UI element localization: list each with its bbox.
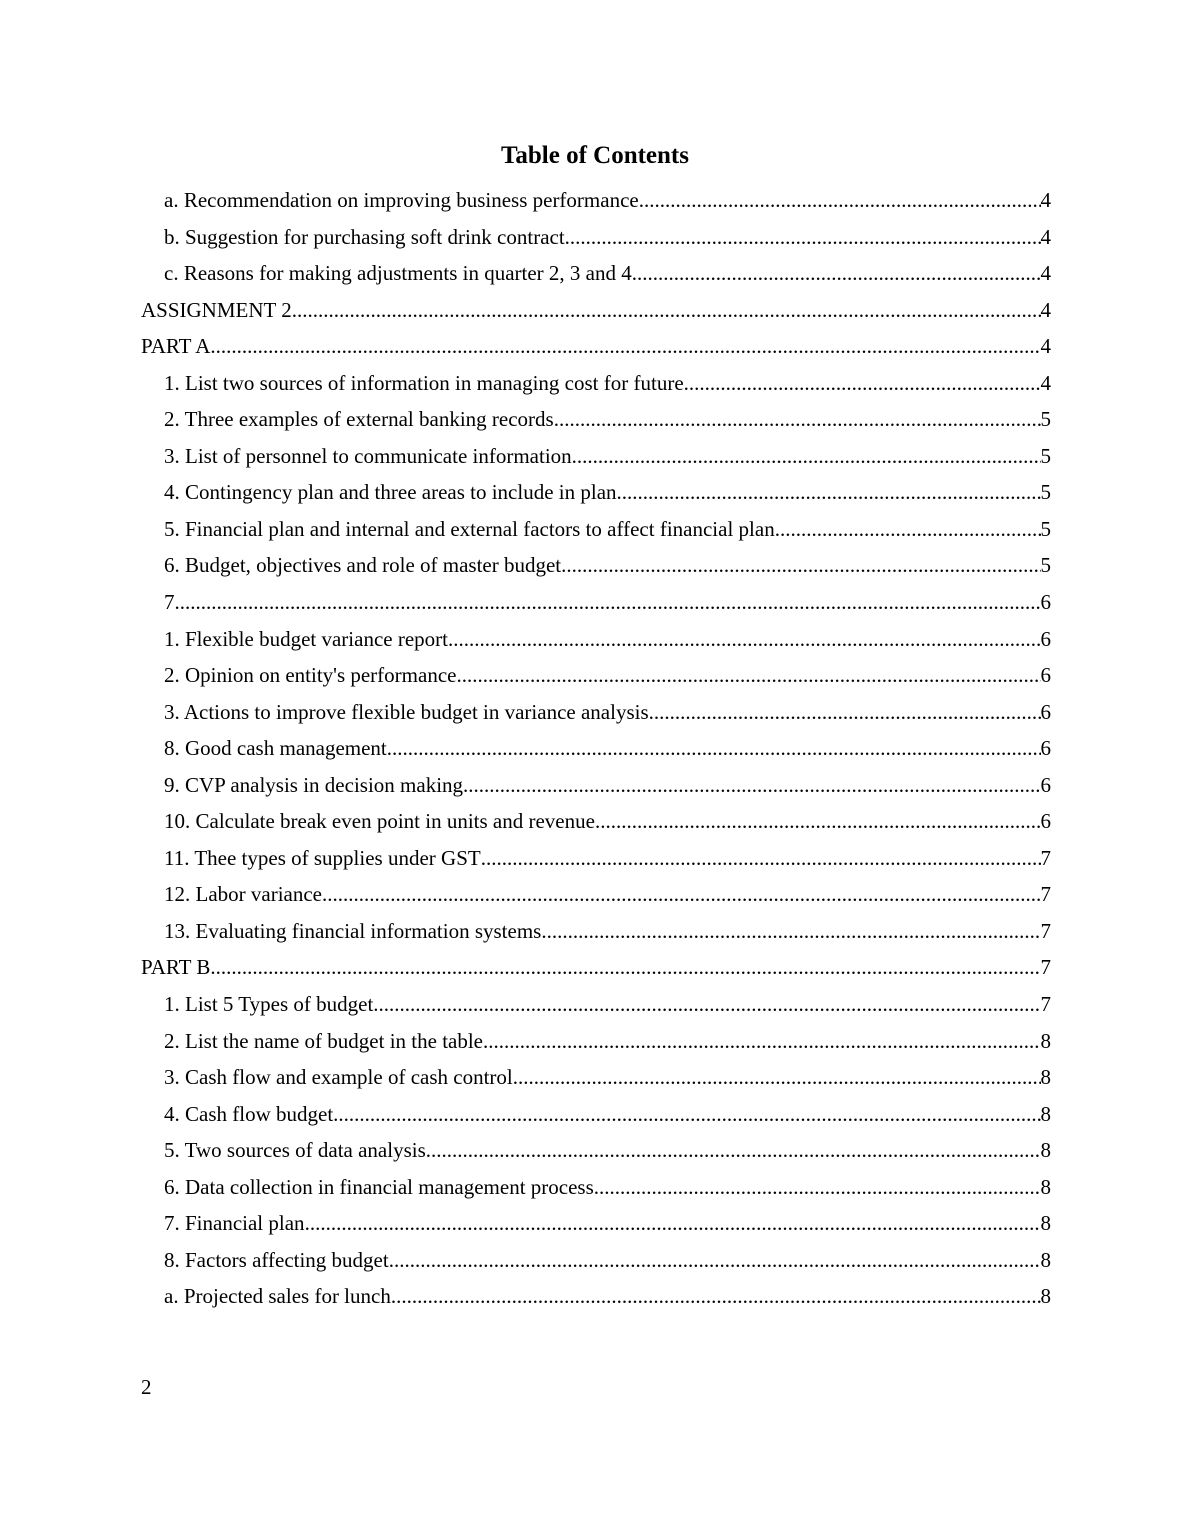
- toc-entry-page: 8: [1040, 1028, 1051, 1053]
- toc-entry-text: a. Recommendation on improving business performance: [164, 188, 639, 212]
- toc-dot-leader: [373, 986, 1040, 1022]
- toc-dot-leader: [210, 949, 1040, 985]
- toc-dot-leader: [684, 365, 1041, 401]
- toc-entry[interactable]: [141, 767, 1051, 804]
- toc-entry-page: 7: [1040, 882, 1051, 907]
- toc-entry-text: 3. List of personnel to communicate information: [164, 443, 572, 468]
- toc-entry[interactable]: [141, 474, 1051, 511]
- toc-entry-text: 3. Cash flow and example of cash control: [164, 1065, 513, 1090]
- toc-entry-text: 8. Factors affecting budget: [164, 1247, 389, 1272]
- toc-entry-page: 4: [1040, 188, 1051, 212]
- toc-entry[interactable]: [141, 803, 1051, 840]
- toc-entry[interactable]: [141, 1242, 1051, 1279]
- toc-entry-page: 4: [1040, 370, 1051, 395]
- toc-entry[interactable]: [141, 584, 1051, 621]
- toc-entry-text: 7: [164, 590, 175, 615]
- toc-entry-text: a. Projected sales for lunch: [164, 1284, 391, 1309]
- toc-entry[interactable]: [141, 182, 1051, 219]
- toc-entry-text: 11. Thee types of supplies under GST: [164, 845, 481, 870]
- toc-entry[interactable]: [141, 1205, 1051, 1242]
- toc-dot-leader: [775, 511, 1041, 547]
- toc-entry[interactable]: [141, 292, 1051, 329]
- toc-entry-text: ASSIGNMENT 2: [141, 297, 292, 322]
- toc-entry-page: 7: [1040, 845, 1051, 870]
- toc-dot-leader: [572, 438, 1041, 474]
- toc-entry-page: 5: [1040, 407, 1051, 432]
- toc-entry-page: 8: [1040, 1138, 1051, 1163]
- toc-dot-leader: [541, 913, 1040, 949]
- toc-entry[interactable]: [141, 1096, 1051, 1133]
- toc-entry-text: b. Suggestion for purchasing soft drink contract: [164, 224, 565, 249]
- toc-entry[interactable]: [141, 365, 1051, 402]
- toc-entry[interactable]: [141, 694, 1051, 731]
- toc-dot-leader: [387, 730, 1041, 766]
- toc-entry-text: 9. CVP analysis in decision making: [164, 772, 464, 797]
- toc-entry-page: 6: [1040, 590, 1051, 615]
- toc-entry-text: 5. Two sources of data analysis: [164, 1138, 426, 1163]
- toc-entry-page: 8: [1040, 1174, 1051, 1199]
- toc-dot-leader: [639, 182, 1041, 218]
- toc-entry-page: 4: [1040, 334, 1051, 359]
- toc-entry-page: 5: [1040, 516, 1051, 541]
- toc-dot-leader: [333, 1096, 1040, 1132]
- toc-entry[interactable]: [141, 840, 1051, 877]
- toc-entry-page: 6: [1040, 736, 1051, 761]
- toc-dot-leader: [305, 1205, 1041, 1241]
- toc-dot-leader: [513, 1059, 1041, 1095]
- toc-entry[interactable]: [141, 511, 1051, 548]
- toc-entry-page: 4: [1040, 297, 1051, 322]
- toc-entry-text: 3. Actions to improve flexible budget in variance analysis: [164, 699, 649, 724]
- toc-dot-leader: [594, 1169, 1041, 1205]
- toc-entry-text: 2. List the name of budget in the table: [164, 1028, 483, 1053]
- toc-entry-page: 8: [1040, 1101, 1051, 1126]
- toc-entry-text: 1. List 5 Types of budget: [164, 992, 374, 1017]
- toc-entry-text: 2. Three examples of external banking records: [164, 407, 554, 432]
- toc-entry[interactable]: [141, 730, 1051, 767]
- toc-dot-leader: [322, 876, 1040, 912]
- toc-entry-text: 7. Financial plan: [164, 1211, 305, 1236]
- toc-entry-text: 2. Opinion on entity's performance: [164, 663, 457, 688]
- toc-dot-leader: [632, 255, 1041, 291]
- toc-entry-page: 6: [1040, 809, 1051, 834]
- toc-entry-page: 5: [1040, 480, 1051, 505]
- toc-entry-text: 8. Good cash management: [164, 736, 387, 761]
- toc-entry-text: c. Reasons for making adjustments in quarter 2, 3 and 4: [164, 261, 632, 286]
- toc-entry-page: 8: [1040, 1247, 1051, 1272]
- toc-dot-leader: [595, 803, 1041, 839]
- toc-entry[interactable]: [141, 219, 1051, 256]
- toc-dot-leader: [456, 657, 1040, 693]
- toc-dot-leader: [565, 219, 1041, 255]
- toc-entry-text: 13. Evaluating financial information systems: [164, 918, 542, 943]
- toc-entry-text: 6. Data collection in financial management process: [164, 1174, 594, 1199]
- toc-entry-text: 6. Budget, objectives and role of master budget: [164, 553, 562, 578]
- toc-dot-leader: [554, 401, 1041, 437]
- toc-entry-page: 8: [1040, 1211, 1051, 1236]
- toc-entry[interactable]: [141, 438, 1051, 475]
- toc-entry-page: 4: [1040, 224, 1051, 249]
- toc-entry[interactable]: [141, 328, 1051, 365]
- toc-entry[interactable]: [141, 913, 1051, 950]
- toc-dot-leader: [481, 840, 1041, 876]
- toc-entry[interactable]: [141, 401, 1051, 438]
- toc-entry-page: 6: [1040, 626, 1051, 651]
- toc-dot-leader: [389, 1242, 1041, 1278]
- toc-dot-leader: [483, 1023, 1041, 1059]
- toc-entry-page: 6: [1040, 663, 1051, 688]
- toc-entry[interactable]: [141, 1059, 1051, 1096]
- toc-dot-leader: [292, 292, 1041, 328]
- toc-dot-leader: [175, 584, 1041, 620]
- toc-dot-leader: [561, 547, 1040, 583]
- toc-entry-text: 5. Financial plan and internal and external factors to affect financial plan: [164, 516, 775, 541]
- toc-entry[interactable]: [141, 255, 1051, 292]
- toc-entry-text: 4. Cash flow budget: [164, 1101, 334, 1126]
- toc-entry-text: 1. List two sources of information in managing cost for future: [164, 370, 684, 395]
- toc-entry[interactable]: [141, 1169, 1051, 1206]
- toc-entry[interactable]: [141, 986, 1051, 1023]
- toc-title: Table of Contents: [501, 142, 689, 169]
- toc-entry[interactable]: [141, 621, 1051, 658]
- toc-entry-page: 7: [1040, 918, 1051, 943]
- toc-entry-page: 5: [1040, 553, 1051, 578]
- toc-entry-page: 8: [1040, 1065, 1051, 1090]
- toc-entry[interactable]: [141, 1023, 1051, 1060]
- toc-dot-leader: [426, 1132, 1041, 1168]
- toc-dot-leader: [391, 1278, 1041, 1314]
- toc-entry-page: 7: [1040, 992, 1051, 1017]
- toc-entry-page: 4: [1040, 261, 1051, 286]
- toc-entry[interactable]: [141, 657, 1051, 694]
- toc-entry-page: 8: [1040, 1284, 1051, 1309]
- toc-dot-leader: [448, 621, 1041, 657]
- toc-entry[interactable]: [141, 1278, 1051, 1315]
- toc-entry[interactable]: [141, 1132, 1051, 1169]
- toc-entry-page: 7: [1040, 955, 1051, 980]
- toc-dot-leader: [649, 694, 1041, 730]
- toc-entry-text: PART A: [141, 334, 211, 359]
- toc-entry[interactable]: [141, 547, 1051, 584]
- toc-dot-leader: [617, 474, 1041, 510]
- toc-entry-text: 10. Calculate break even point in units and revenue: [164, 809, 595, 834]
- toc-list: [141, 182, 1051, 1315]
- toc-entry[interactable]: [141, 876, 1051, 913]
- toc-entry-text: PART B: [141, 955, 211, 980]
- toc-entry-text: 1. Flexible budget variance report: [164, 626, 448, 651]
- toc-entry-text: 12. Labor variance: [164, 882, 323, 907]
- toc-entry-page: 6: [1040, 699, 1051, 724]
- toc-entry-page: 5: [1040, 443, 1051, 468]
- toc-entry-page: 6: [1040, 772, 1051, 797]
- toc-dot-leader: [210, 328, 1040, 364]
- page-number: 2: [141, 1375, 152, 1399]
- toc-dot-leader: [463, 767, 1040, 803]
- toc-entry-text: 4. Contingency plan and three areas to include in plan: [164, 480, 617, 505]
- toc-entry[interactable]: [141, 949, 1051, 986]
